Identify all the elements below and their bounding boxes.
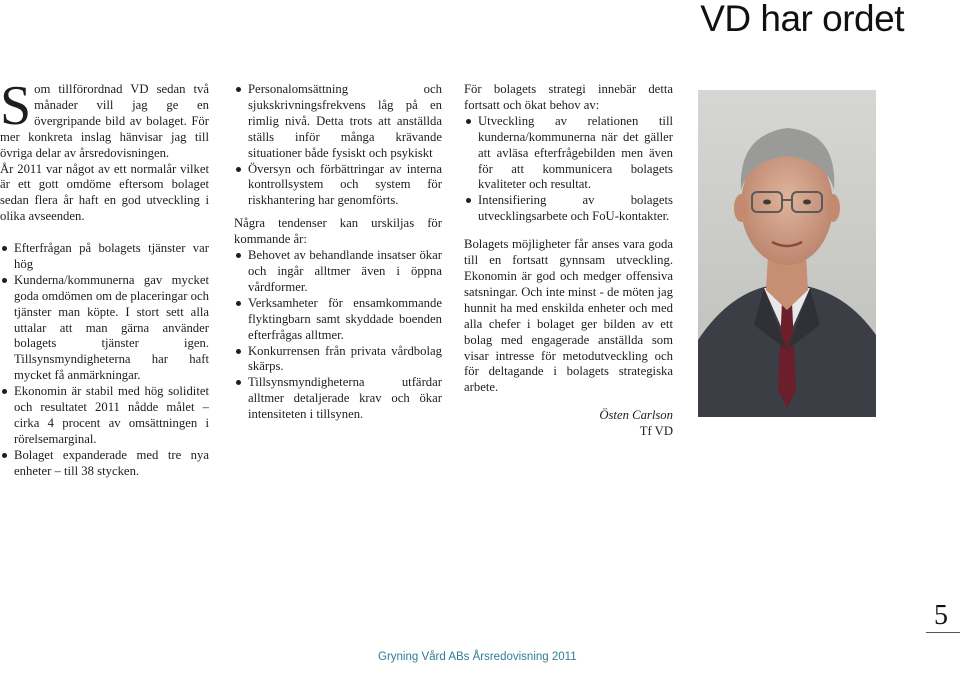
bullet-list-4	[464, 114, 673, 225]
strategy-intro: För bolagets strategi innebär detta fortsatt och ökat behov av:	[464, 82, 673, 112]
intro-paragraph	[0, 75, 209, 162]
year-paragraph: År 2011 var något av ett normalår vilket är ett gott omdöme eftersom bolaget sedan flera år haft en god utveckling i olika avseenden.	[0, 161, 209, 224]
text-column-1	[0, 75, 209, 480]
list-item: Utveckling av relationen till kunderna/kommunerna när det gäller att avläsa efterfrågebilden men även för att kommunicera bolagets kvaliteter och resultat.	[464, 114, 673, 194]
text-column-3	[464, 82, 673, 440]
signature-name: Östen Carlson	[599, 408, 673, 423]
list-item: Efterfrågan på bolagets tjänster var hög	[0, 241, 209, 273]
list-item: Verksamheter för ensamkommande flyktingbarn samt skyddade boenden efterfrågas alltmer.	[234, 296, 442, 344]
list-item: Ekonomin är stabil med hög soliditet och resultatet 2011 nådde målet – cirka 4 procent av omsättningen i rörelsemarginal.	[0, 384, 209, 448]
list-item: Översyn och förbättringar av interna kontrollsystem och system för riskhantering har genomförts.	[234, 162, 442, 210]
page-number-rule	[926, 632, 960, 633]
list-item: Bolaget expanderade med tre nya enheter – till 38 stycken.	[0, 448, 209, 480]
bullet-list-3	[234, 248, 442, 423]
list-item: Personalomsättning och sjukskrivningsfrekvens låg på en rimlig nivå. Detta trots att anställda ställs inför många krävande situationer både fysiskt och psykiskt	[234, 82, 442, 162]
bullet-list-2	[234, 82, 442, 209]
list-item: Tillsynsmyndigheterna utfärdar alltmer detaljerade krav och ökar intensiteten i tillsynen.	[234, 375, 442, 423]
list-item: Intensifiering av bolagets utvecklingsarbete och FoU-kontakter.	[464, 193, 673, 225]
list-item: Konkurrensen från privata vårdbolag skärps.	[234, 344, 442, 376]
outlook-paragraph: Bolagets möjligheter får anses vara goda till en fortsatt gynnsam utveckling. Ekonomin är god och medger offensiva satsningar. Och inte minst - de möten jag hunnit ha med enskilda enheter och med alla chefer i bolaget ger bilden av ett bolag med engagerade anställda som visar intresse för metodutveckling och för deltagande i bolagets strategiska arbete.	[464, 237, 673, 395]
intro-text: om tillförordnad VD sedan två månader vill jag ge en övergripande bild av bolaget. För mer konkreta inslag hänvisar jag till övriga delar av årsredovisningen.	[0, 82, 209, 160]
signature	[464, 408, 673, 440]
signature-title: Tf VD	[639, 424, 673, 439]
list-item: Kunderna/kommunerna gav mycket goda omdömen om de placeringar och tjänster man köpte. I stort sett alla uttalar att man gärna använder bolagets tjänster igen. Tillsynsmyndigheterna har haft mycket få anmärkningar.	[0, 273, 209, 384]
ceo-portrait-photo	[698, 90, 876, 417]
footer-report-title: Gryning Vård ABs Årsredovisning 2011	[378, 651, 577, 663]
bullet-list-1	[0, 241, 209, 480]
page-number: 5	[934, 600, 948, 631]
drop-cap: S	[0, 75, 32, 137]
list-item: Behovet av behandlande insatser ökar och ingår alltmer även i öppna vårdformer.	[234, 248, 442, 296]
page-title: VD har ordet	[700, 0, 904, 39]
text-column-2	[234, 82, 442, 423]
tendencies-intro: Några tendenser kan urskiljas för kommande år:	[234, 216, 442, 247]
